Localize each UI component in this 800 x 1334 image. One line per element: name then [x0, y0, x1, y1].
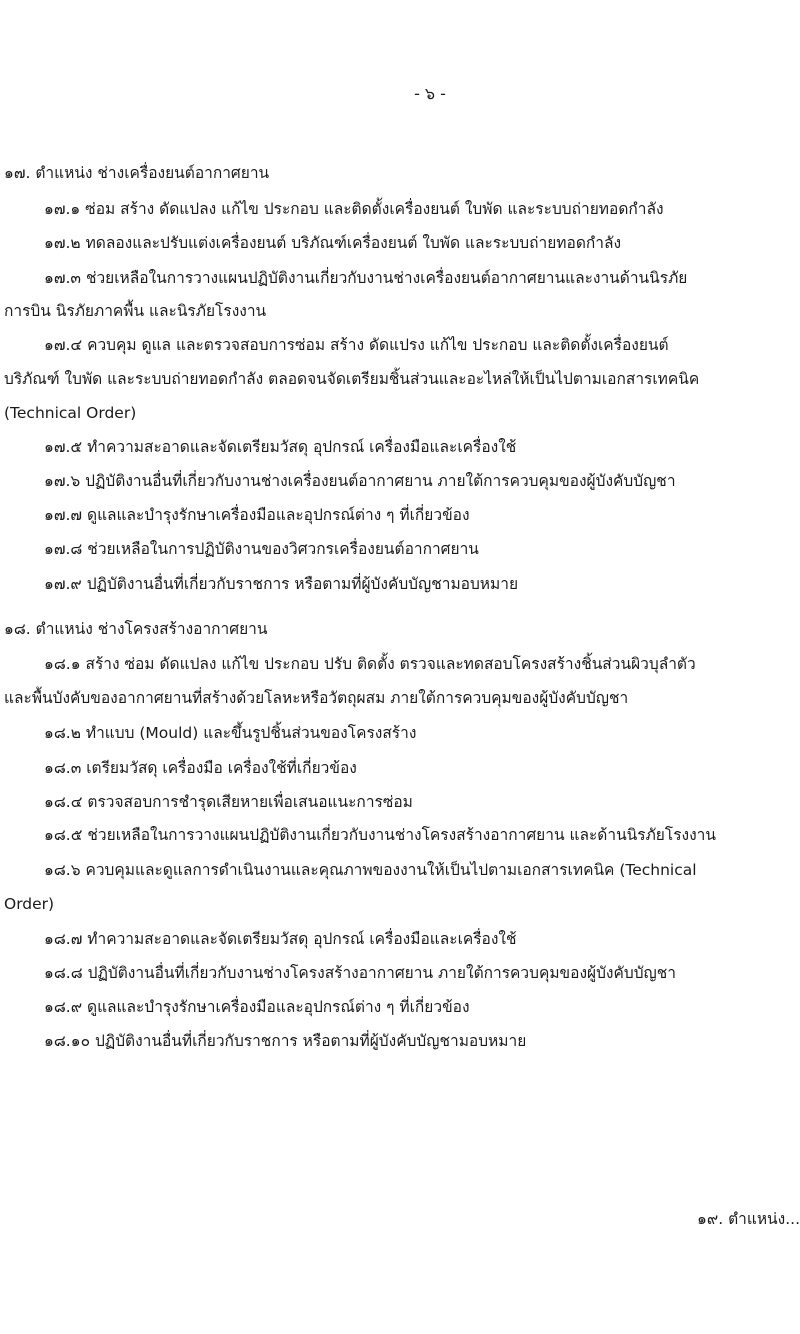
list-item: ๑๘.๕ ช่วยเหลือในการวางแผนปฏิบัติงานเกี่ยวกับงานช่างโครงสร้างอากาศยาน และด้านนิรภัยโรงงาน [44, 826, 716, 844]
list-item: ๑๗.๔ ควบคุม ดูแล และตรวจสอบการซ่อม สร้าง ดัดแปรง แก้ไข ประกอบ และติดตั้งเครื่องยนต์ [44, 336, 669, 354]
list-item-continuation: Order) [4, 895, 55, 913]
list-item: ๑๘.๗ ทำความสะอาดและจัดเตรียมวัสดุ อุปกรณ์ เครื่องมือและเครื่องใช้ [44, 930, 517, 948]
list-item: ๑๗.๕ ทำความสะอาดและจัดเตรียมวัสดุ อุปกรณ์ เครื่องมือและเครื่องใช้ [44, 438, 517, 456]
list-item: ๑๘.๘ ปฏิบัติงานอื่นที่เกี่ยวกับงานช่างโครงสร้างอากาศยาน ภายใต้การควบคุมของผู้บังคับบัญชา [44, 964, 676, 982]
list-item-continuation: และพื้นบังคับของอากาศยานที่สร้างด้วยโลหะหรือวัตถุผสม ภายใต้การควบคุมของผู้บังคับบัญชา [4, 689, 629, 707]
list-item-continuation: (Technical Order) [4, 404, 137, 422]
list-item: ๑๗.๗ ดูแลและบำรุงรักษาเครื่องมือและอุปกรณ์ต่าง ๆ ที่เกี่ยวข้อง [44, 506, 470, 524]
list-item: ๑๗.๖ ปฏิบัติงานอื่นที่เกี่ยวกับงานช่างเครื่องยนต์อากาศยาน ภายใต้การควบคุมของผู้บังคับบัญชา [44, 472, 676, 490]
page-number: - ๖ - [414, 84, 446, 103]
list-item: ๑๘.๒ ทำแบบ (Mould) และขึ้นรูปชิ้นส่วนของโครงสร้าง [44, 724, 417, 742]
list-item-continuation: บริภัณฑ์ ใบพัด และระบบถ่ายทอดกำลัง ตลอดจนจัดเตรียมชิ้นส่วนและอะไหล่ให้เป็นไปตามเอกสารเทคนิค [4, 370, 700, 388]
continuation-footer: ๑๙. ตำแหน่ง... [697, 1210, 800, 1228]
section-heading: ๑๗. ตำแหน่ง ช่างเครื่องยนต์อากาศยาน [4, 164, 270, 182]
list-item: ๑๘.๓ เตรียมวัสดุ เครื่องมือ เครื่องใช้ที่เกี่ยวข้อง [44, 759, 357, 777]
list-item: ๑๘.๖ ควบคุมและดูแลการดำเนินงานและคุณภาพของงานให้เป็นไปตามเอกสารเทคนิค (Technical [44, 861, 697, 879]
list-item: ๑๘.๔ ตรวจสอบการชำรุดเสียหายเพื่อเสนอแนะการซ่อม [44, 793, 413, 811]
list-item: ๑๘.๑๐ ปฏิบัติงานอื่นที่เกี่ยวกับราชการ หรือตามที่ผู้บังคับบัญชามอบหมาย [44, 1032, 527, 1050]
list-item-continuation: การบิน นิรภัยภาคพื้น และนิรภัยโรงงาน [4, 302, 267, 320]
list-item: ๑๘.๑ สร้าง ซ่อม ดัดแปลง แก้ไข ประกอบ ปรับ ติดตั้ง ตรวจและทดสอบโครงสร้างชิ้นส่วนผิวบุลำตัว [44, 655, 696, 673]
list-item: ๑๗.๑ ซ่อม สร้าง ดัดแปลง แก้ไข ประกอบ และติดตั้งเครื่องยนต์ ใบพัด และระบบถ่ายทอดกำลัง [44, 200, 664, 218]
list-item: ๑๗.๒ ทดลองและปรับแต่งเครื่องยนต์ บริภัณฑ์เครื่องยนต์ ใบพัด และระบบถ่ายทอดกำลัง [44, 234, 622, 252]
list-item: ๑๗.๓ ช่วยเหลือในการวางแผนปฏิบัติงานเกี่ยวกับงานช่างเครื่องยนต์อากาศยานและงานด้านนิรภัย [44, 269, 688, 287]
list-item: ๑๗.๘ ช่วยเหลือในการปฏิบัติงานของวิศวกรเครื่องยนต์อากาศยาน [44, 540, 479, 558]
list-item: ๑๘.๙ ดูแลและบำรุงรักษาเครื่องมือและอุปกรณ์ต่าง ๆ ที่เกี่ยวข้อง [44, 998, 470, 1016]
list-item: ๑๗.๙ ปฏิบัติงานอื่นที่เกี่ยวกับราชการ หรือตามที่ผู้บังคับบัญชามอบหมาย [44, 575, 519, 593]
section-heading: ๑๘. ตำแหน่ง ช่างโครงสร้างอากาศยาน [4, 620, 268, 638]
